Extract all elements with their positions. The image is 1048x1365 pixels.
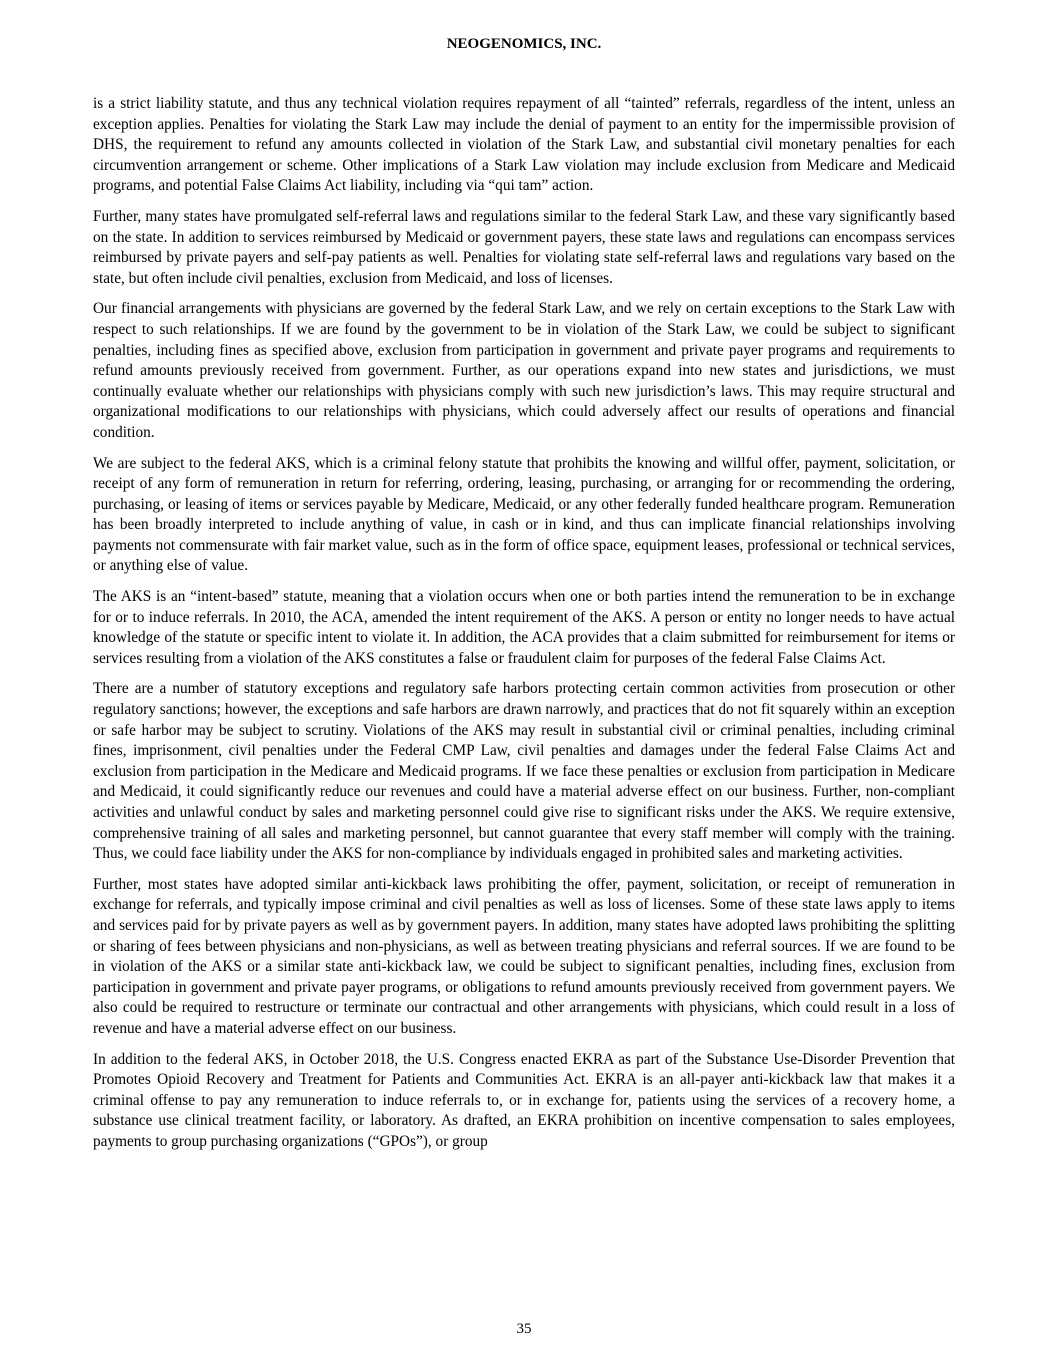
paragraph-aks-intent: The AKS is an “intent-based” statute, meaning that a violation occurs when one or both parties intend the remuneration to be in exchange for or to induce referrals. In 2010, the ACA, amended the intent requirement of the AKS. A person or entity no longer needs to have actual knowledge of the statute or specific intent to violate it. In addition, the ACA provides that a claim submitted for reimbursement for items or services resulting from a violation of the AKS constitutes a false or fraudulent claim for purposes of the federal False Claims Act. (93, 588, 955, 667)
page-number: 35 (516, 1321, 532, 1337)
paragraph-state-self-referral-laws: Further, many states have promulgated self-referral laws and regulations similar to the federal Stark Law, and these vary significantly based on the state. In addition to services reimbursed by Medicaid or government payers, these state laws and regulations can encompass services reimbursed by private payers and self-pay patients as well. Penalties for violating state self-referral laws and regulations vary based on the state, but often include civil penalties, exclusion from Medicaid, and loss of licenses. (93, 207, 955, 287)
paragraph-physician-arrangements: Our financial arrangements with physicians are governed by the federal Stark Law, and we rely on certain exceptions to the Stark Law with respect to such relationships. If we are found by the government to be in violation of the Stark Law, we could be subject to significant penalties, including fines as specified above, exclusion from participation in government and private payer programs and requirements to refund amounts previously received from government. Further, as our operations expand into new states and jurisdictions, we must continually evaluate whether our relationships with physicians comply with such new jurisdiction’s laws. This may require structural and organizational modifications to our relationships with physicians, which could adversely affect our results of operations and financial condition. (93, 300, 955, 441)
page-header: NEOGENOMICS, INC. (446, 36, 602, 52)
paragraph-ekra: In addition to the federal AKS, in October 2018, the U.S. Congress enacted EKRA as part of the Substance Use-Disorder Prevention that Promotes Opioid Recovery and Treatment for Patients and Communities Act. EKRA is an all-payer anti-kickback law that makes it a criminal offense to pay any remuneration to induce referrals to, or in exchange for, patients using the services of a recovery home, a substance use clinical treatment facility, or laboratory. As drafted, an EKRA prohibition on incentive compensation to sales employees, payments to group purchasing organizations (“GPOs”), or group (93, 1050, 955, 1150)
paragraph-federal-aks: We are subject to the federal AKS, which is a criminal felony statute that prohibits the knowing and willful offer, payment, solicitation, or receipt of any form of remuneration in return for referring, ordering, leasing, purchasing, or arranging for or recommending the ordering, purchasing, or leasing of items or services payable by Medicare, Medicaid, or any other federally funded healthcare program. Remuneration has been broadly interpreted to include anything of value, in cash or in kind, and thus can implicate financial relationships involving payments not commensurate with fair market value, such as in the form of office space, equipment leases, professional or technical services, or anything else of value. (93, 454, 955, 575)
paragraph-state-anti-kickback: Further, most states have adopted similar anti-kickback laws prohibiting the offer, payment, solicitation, or receipt of remuneration in exchange for referrals, and typically impose criminal and civil penalties as well as loss of licenses. Some of these state laws apply to items and services paid for by private payers as well as by government payers. In addition, many states have adopted laws prohibiting the splitting or sharing of fees between physicians and non-physicians, as well as between treating physicians and referral sources. If we are found to be in violation of the AKS or a similar state anti-kickback law, we could be subject to significant penalties, including fines, exclusion from participation in government and private payer programs, or obligations to refund amounts previously received from government payers. We also could be required to restructure or terminate our contractual and other arrangements with physicians, which could result in a loss of revenue and have a material adverse effect on our business. (93, 875, 955, 1037)
document-body (93, 94, 955, 1163)
paragraph-safe-harbors: There are a number of statutory exceptions and regulatory safe harbors protecting certain common activities from prosecution or other regulatory sanctions; however, the exceptions and safe harbors are drawn narrowly, and practices that do not fit squarely within an exception or safe harbor may be subject to scrutiny. Violations of the AKS may result in substantial civil or criminal penalties, including criminal fines, imprisonment, civil penalties under the Federal CMP Law, civil penalties and damages under the federal False Claims Act and exclusion from participation in the Medicare and Medicaid programs. If we face these penalties or exclusion from participation in Medicare and Medicaid, it could significantly reduce our revenues and could have a material adverse effect on our business. Further, non-compliant activities and unlawful conduct by sales and marketing personnel could give rise to significant risks under the AKS. We require extensive, comprehensive training of all sales and marketing personnel, but cannot guarantee that every staff member will comply with the training. Thus, we could face liability under the AKS for non-compliance by individuals engaged in prohibited sales and marketing activities. (93, 680, 955, 863)
paragraph-stark-law-liability: is a strict liability statute, and thus any technical violation requires repayment of all “tainted” referrals, regardless of the intent, unless an exception applies. Penalties for violating the Stark Law may include the denial of payment to an entity for the impermissible provision of DHS, the requirement to refund any amounts collected in violation of the Stark Law, and substantial civil monetary penalties for each circumvention arrangement or scheme. Other implications of a Stark Law violation may include exclusion from Medicare and Medicaid programs, and potential False Claims Act liability, including via “qui tam” action. (93, 95, 955, 195)
